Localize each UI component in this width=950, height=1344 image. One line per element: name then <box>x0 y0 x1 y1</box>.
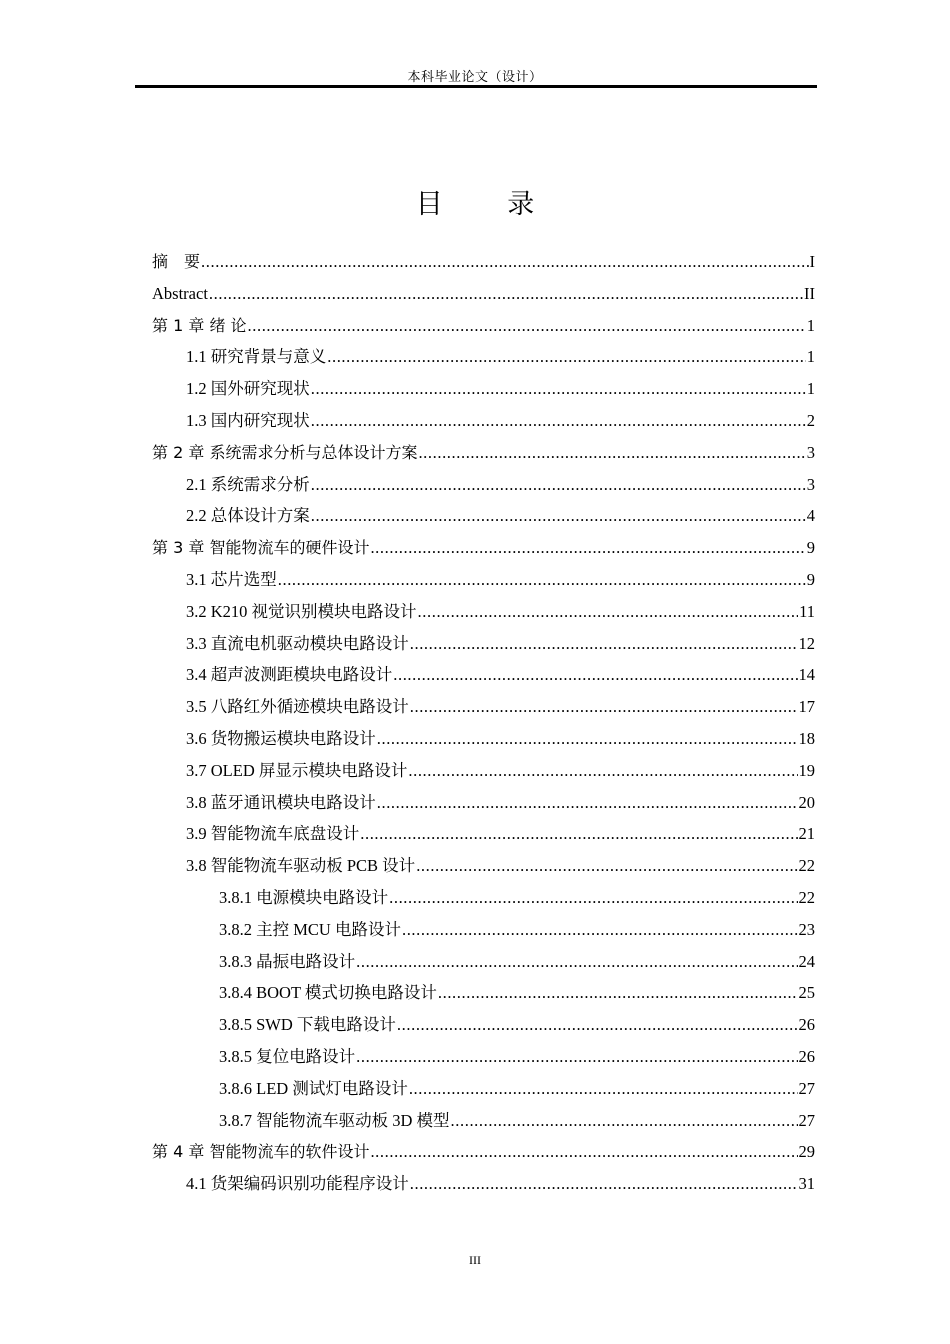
toc-entry[interactable] <box>152 787 815 819</box>
toc-entry-label: 3.3 直流电机驱动模块电路设计 <box>186 633 409 653</box>
toc-entry-page: 3 <box>806 474 815 494</box>
toc-entry[interactable] <box>152 246 815 278</box>
toc-entry-label: 3.8.7 智能物流车驱动板 3D 模型 <box>219 1110 450 1130</box>
toc-entry-page: 3 <box>806 442 815 462</box>
toc-dot-leader <box>397 1009 798 1041</box>
toc-entry-page: 14 <box>798 665 815 685</box>
toc-entry-label: 3.8 蓝牙通讯模块电路设计 <box>186 792 376 812</box>
toc-entry-label: 第 4 章 智能物流车的软件设计 <box>152 1142 370 1162</box>
toc-dot-leader <box>209 278 803 310</box>
toc-dot-leader <box>248 310 806 342</box>
toc-dot-leader <box>438 977 798 1009</box>
header-rule <box>135 85 817 88</box>
toc-entry[interactable] <box>152 373 815 405</box>
toc-dot-leader <box>370 1136 797 1168</box>
toc-entry-label: 2.2 总体设计方案 <box>186 506 310 526</box>
toc-dot-leader <box>410 691 798 723</box>
toc-entry[interactable] <box>152 946 815 978</box>
toc-entry-page: 4 <box>806 506 815 526</box>
toc-dot-leader <box>410 628 798 660</box>
toc-entry-label: 3.8.4 BOOT 模式切换电路设计 <box>219 983 437 1003</box>
toc-entry[interactable] <box>152 341 815 373</box>
toc-entry-page: 22 <box>798 856 815 876</box>
toc-dot-leader <box>418 596 799 628</box>
toc-dot-leader <box>402 914 798 946</box>
toc-entry-page: 1 <box>806 347 815 367</box>
toc-entry[interactable] <box>152 882 815 914</box>
toc-entry[interactable] <box>152 278 815 310</box>
toc-entry[interactable] <box>152 1168 815 1200</box>
toc-entry-label: 3.8.5 复位电路设计 <box>219 1046 356 1066</box>
toc-entry-page: 27 <box>798 1110 815 1130</box>
toc-entry[interactable] <box>152 1105 815 1137</box>
toc-dot-leader <box>311 469 806 501</box>
toc-entry-page: 21 <box>798 824 815 844</box>
toc-entry[interactable] <box>152 1009 815 1041</box>
toc-entry[interactable] <box>152 596 815 628</box>
toc-entry-page: 9 <box>806 538 815 558</box>
toc-entry[interactable] <box>152 659 815 691</box>
toc-entry-page: 24 <box>798 951 815 971</box>
toc-entry-label: 3.8 智能物流车驱动板 PCB 设计 <box>186 856 416 876</box>
toc-entry[interactable] <box>152 1136 815 1168</box>
toc-entry-label: 1.2 国外研究现状 <box>186 379 310 399</box>
page-number: III <box>469 1253 481 1267</box>
toc-entry-page: 23 <box>798 919 815 939</box>
toc-dot-leader <box>311 373 806 405</box>
toc-entry-page: 17 <box>798 697 815 717</box>
toc-entry-label: 3.1 芯片选型 <box>186 569 277 589</box>
toc-entry-page: 11 <box>799 601 815 621</box>
toc-entry-label: 第 3 章 智能物流车的硬件设计 <box>152 538 370 558</box>
toc-entry[interactable] <box>152 755 815 787</box>
toc-entry[interactable] <box>152 723 815 755</box>
toc-entry[interactable] <box>152 977 815 1009</box>
toc-entry-label: 第 2 章 系统需求分析与总体设计方案 <box>152 442 418 462</box>
running-header: 本科毕业论文（设计） <box>407 69 543 84</box>
toc-entry-page: I <box>809 252 815 271</box>
toc-entry-page: 29 <box>798 1142 815 1162</box>
toc-entry-page: 25 <box>798 983 815 1003</box>
toc-dot-leader <box>360 818 797 850</box>
toc-entry-page: 22 <box>798 887 815 907</box>
toc-entry-label: 摘 要 <box>152 252 201 271</box>
toc-entry[interactable] <box>152 437 815 469</box>
toc-entry-page: 27 <box>798 1078 815 1098</box>
toc-entry-page: 18 <box>798 728 815 748</box>
toc-title: 目 录 <box>415 189 563 220</box>
toc-entry-label: 3.5 八路红外循迹模块电路设计 <box>186 697 409 717</box>
toc-entry-page: 19 <box>798 760 815 780</box>
toc-dot-leader <box>410 1168 798 1200</box>
toc-dot-leader <box>393 659 797 691</box>
toc-entry-page: 31 <box>798 1174 815 1194</box>
toc-entry-page: 2 <box>806 410 815 430</box>
toc-entry-label: 4.1 货架编码识别功能程序设计 <box>186 1174 409 1194</box>
toc-entry[interactable] <box>152 691 815 723</box>
toc-entry-page: 20 <box>798 792 815 812</box>
toc-dot-leader <box>377 787 798 819</box>
toc-entry-page: 26 <box>798 1046 815 1066</box>
toc-dot-leader <box>356 1041 797 1073</box>
toc-dot-leader <box>311 405 806 437</box>
toc-entry-page: 9 <box>806 569 815 589</box>
toc-entry-label: 3.9 智能物流车底盘设计 <box>186 824 360 844</box>
toc-entry-label: 3.8.3 晶振电路设计 <box>219 951 356 971</box>
toc-entry-label: 2.1 系统需求分析 <box>186 474 310 494</box>
toc-entry-label: 3.8.1 电源模块电路设计 <box>219 887 389 907</box>
toc-entry-page: 26 <box>798 1015 815 1035</box>
toc-entry[interactable] <box>152 564 815 596</box>
toc-entry-label: 3.4 超声波测距模块电路设计 <box>186 665 393 685</box>
toc-entry-label: 3.7 OLED 屏显示模块电路设计 <box>186 760 408 780</box>
toc-entry[interactable] <box>152 850 815 882</box>
toc-dot-leader <box>409 1073 798 1105</box>
toc-entry-label: 第 1 章 绪 论 <box>152 315 247 335</box>
toc-entry-page: II <box>804 283 815 303</box>
toc-entry-label: 1.1 研究背景与意义 <box>186 347 327 367</box>
toc-entry[interactable] <box>152 469 815 501</box>
toc-entry-label: 3.6 货物搬运模块电路设计 <box>186 728 376 748</box>
toc-entry-label: 1.3 国内研究现状 <box>186 410 310 430</box>
table-of-contents <box>152 246 815 1200</box>
toc-dot-leader <box>311 500 806 532</box>
toc-dot-leader <box>327 341 806 373</box>
toc-entry[interactable] <box>152 405 815 437</box>
toc-entry-label: 3.8.5 SWD 下载电路设计 <box>219 1015 396 1035</box>
toc-entry-label: 3.8.6 LED 测试灯电路设计 <box>219 1078 408 1098</box>
toc-entry[interactable] <box>152 532 815 564</box>
toc-dot-leader <box>418 437 805 469</box>
toc-entry-label: 3.2 K210 视觉识别模块电路设计 <box>186 601 417 621</box>
toc-entry-page: 12 <box>798 633 815 653</box>
toc-dot-leader <box>408 755 797 787</box>
toc-entry[interactable] <box>152 1073 815 1105</box>
toc-entry-label: Abstract <box>152 283 208 303</box>
toc-dot-leader <box>201 246 808 278</box>
toc-entry-label: 3.8.2 主控 MCU 电路设计 <box>219 919 401 939</box>
toc-dot-leader <box>377 723 798 755</box>
toc-entry[interactable] <box>152 310 815 342</box>
toc-entry[interactable] <box>152 914 815 946</box>
toc-dot-leader <box>389 882 797 914</box>
toc-entry-page: 1 <box>806 379 815 399</box>
toc-entry[interactable] <box>152 1041 815 1073</box>
toc-dot-leader <box>370 532 805 564</box>
toc-dot-leader <box>278 564 806 596</box>
toc-entry[interactable] <box>152 500 815 532</box>
toc-dot-leader <box>356 946 797 978</box>
toc-dot-leader <box>416 850 797 882</box>
toc-entry[interactable] <box>152 628 815 660</box>
toc-entry-page: 1 <box>806 315 815 335</box>
toc-entry[interactable] <box>152 818 815 850</box>
toc-dot-leader <box>451 1105 798 1137</box>
